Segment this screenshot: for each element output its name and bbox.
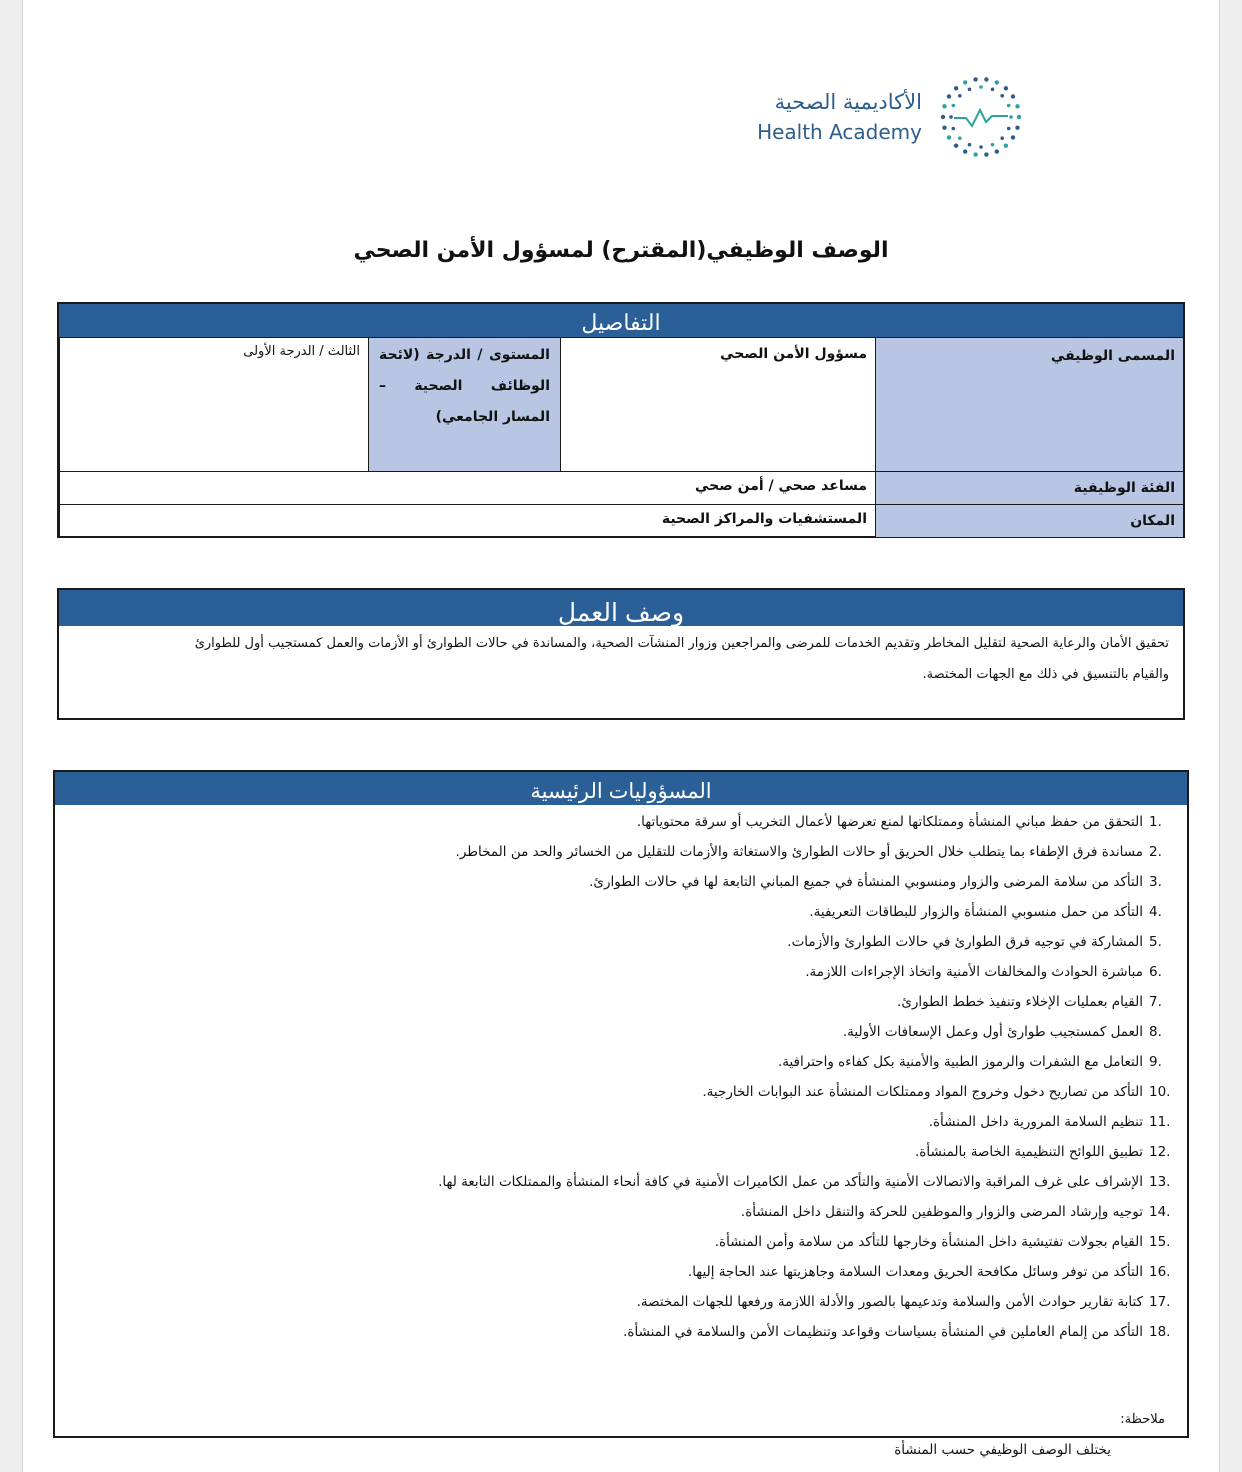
responsibility-number: 14. — [1149, 1204, 1171, 1220]
responsibility-item — [55, 1137, 1171, 1167]
responsibility-text: التأكد من سلامة المرضى والزوار ومنسوبي المنشأة في جميع المباني التابعة لها في حالات الطوارئ. — [589, 874, 1143, 890]
responsibility-text: القيام بجولات تفتيشية داخل المنشأة وخارجها للتأكد من سلامة وأمن المنشأة. — [714, 1234, 1143, 1250]
responsibility-text: مباشرة الحوادث والمخالفات الأمنية واتخاذ الإجراءات اللازمة. — [805, 964, 1143, 980]
responsibilities-section — [53, 770, 1189, 1458]
details-heading: التفاصيل — [59, 304, 1183, 337]
responsibility-item — [55, 1317, 1171, 1347]
level-value: الثالث / الدرجة الأولى — [60, 338, 369, 472]
responsibility-text: التأكد من حمل منسوبي المنشأة والزوار للبطاقات التعريفية. — [809, 904, 1143, 920]
responsibility-item — [55, 1227, 1171, 1257]
responsibility-number: 10. — [1149, 1084, 1171, 1100]
job-description-text — [59, 626, 1183, 690]
logo-arabic-name: الأكاديمية الصحية — [774, 90, 922, 114]
responsibility-item — [55, 867, 1162, 897]
responsibility-text: مساندة فرق الإطفاء بما يتطلب خلال الحريق أو حالات الطوارئ والاستغاثة والأزمات للتقليل من الخسائر والحد من المخاطر. — [455, 844, 1143, 860]
job-description-section — [57, 588, 1185, 720]
responsibility-number: 9. — [1149, 1054, 1162, 1070]
responsibility-item — [55, 927, 1162, 957]
job-title-label: المسمى الوظيفي — [876, 338, 1184, 472]
responsibility-number: 7. — [1149, 994, 1162, 1010]
job-category-label: الفئة الوظيفية — [876, 472, 1184, 505]
responsibilities-heading: المسؤوليات الرئيسية — [55, 772, 1187, 805]
responsibility-number: 3. — [1149, 874, 1162, 890]
job-description-line-2: والقيام بالتنسيق في ذلك مع الجهات المختصة. — [922, 667, 1169, 682]
responsibility-text: القيام بعمليات الإخلاء وتنفيذ خطط الطوارئ. — [897, 994, 1143, 1010]
job-category-value: مساعد صحي / أمن صحي — [60, 472, 876, 505]
details-table — [59, 337, 1184, 538]
level-label: المستوى / الدرجة (لائحة الوظائف الصحية – المسار الجامعي) — [369, 338, 561, 472]
responsibility-number: 18. — [1149, 1324, 1171, 1340]
details-section — [57, 302, 1185, 538]
academy-emblem-icon — [936, 70, 1026, 165]
responsibility-number: 12. — [1149, 1144, 1171, 1160]
responsibility-text: التأكد من تصاريح دخول وخروج المواد وممتلكات المنشأة عند البوابات الخارجية. — [702, 1084, 1143, 1100]
logo-english-name: Health Academy — [757, 120, 922, 144]
responsibility-item — [55, 837, 1162, 867]
responsibility-item — [55, 1167, 1171, 1197]
responsibility-number: 5. — [1149, 934, 1162, 950]
responsibility-text: التأكد من توفر وسائل مكافحة الحريق ومعدات السلامة وجاهزيتها عند الحاجة إليها. — [687, 1264, 1143, 1280]
responsibility-item — [55, 987, 1162, 1017]
job-title-value: مسؤول الأمن الصحي — [561, 338, 876, 472]
responsibility-number: 15. — [1149, 1234, 1171, 1250]
responsibility-item — [55, 1017, 1162, 1047]
responsibility-number: 17. — [1149, 1294, 1171, 1310]
responsibility-number: 8. — [1149, 1024, 1162, 1040]
responsibility-number: 4. — [1149, 904, 1162, 920]
health-academy-logo — [741, 70, 1026, 165]
responsibility-text: العمل كمستجيب طوارئ أول وعمل الإسعافات الأولية. — [842, 1024, 1143, 1040]
responsibility-text: كتابة تقارير حوادث الأمن والسلامة وتدعيمها بالصور والأدلة اللازمة ورفعها للجهات المختصة. — [636, 1294, 1143, 1310]
location-label: المكان — [876, 505, 1184, 538]
document-title: الوصف الوظيفي(المقترح) لمسؤول الأمن الصحي — [353, 238, 889, 263]
responsibility-number: 13. — [1149, 1174, 1171, 1190]
responsibility-item — [55, 1287, 1171, 1317]
responsibility-item — [55, 1047, 1162, 1077]
responsibility-item — [55, 957, 1162, 987]
job-description-heading: وصف العمل — [59, 590, 1183, 626]
responsibility-number: 6. — [1149, 964, 1162, 980]
responsibility-item — [55, 807, 1162, 837]
responsibility-item — [55, 1077, 1171, 1107]
job-description-line-1: تحقيق الأمان والرعاية الصحية لتقليل المخاطر وتقديم الخدمات للمرضى والمراجعين وزوار المنشآت الصحية، والمساندة في حالات الطوارئ أو الأزمات والعمل كمستجيب أول للطوارئ — [194, 636, 1169, 651]
responsibility-number: 1. — [1149, 814, 1162, 830]
document-page — [22, 0, 1220, 1472]
note-text: يختلف الوصف الوظيفي حسب المنشأة — [894, 1442, 1111, 1458]
responsibility-item — [55, 897, 1162, 927]
responsibility-number: 16. — [1149, 1264, 1171, 1280]
location-value: المستشفيات والمراكز الصحية — [60, 505, 876, 538]
responsibility-number: 11. — [1149, 1114, 1171, 1130]
note-label: ملاحظة: — [1120, 1412, 1165, 1427]
responsibility-text: التحقق من حفظ مباني المنشأة وممتلكاتها لمنع تعرضها لأعمال التخريب أو سرقة محتوياتها. — [636, 814, 1143, 830]
responsibility-item — [55, 1197, 1171, 1227]
responsibilities-list — [55, 805, 1187, 1347]
responsibility-text: الإشراف على غرف المراقبة والاتصالات الأمنية والتأكد من عمل الكاميرات الأمنية في كافة أنحاء المنشأة والممتلكات التابعة لها. — [438, 1174, 1143, 1190]
responsibility-text: توجيه وإرشاد المرضى والزوار والموظفين للحركة والتنقل داخل المنشأة. — [740, 1204, 1143, 1220]
responsibility-text: تطبيق اللوائح التنظيمية الخاصة بالمنشأة. — [915, 1144, 1143, 1160]
responsibility-text: التعامل مع الشفرات والرموز الطبية والأمنية بكل كفاءه واحترافية. — [777, 1054, 1143, 1070]
responsibility-number: 2. — [1149, 844, 1162, 860]
responsibility-item — [55, 1257, 1171, 1287]
responsibility-text: المشاركة في توجيه فرق الطوارئ في حالات الطوارئ والأزمات. — [787, 934, 1143, 950]
responsibility-text: التأكد من إلمام العاملين في المنشأة بسياسات وقواعد وتنظيمات الأمن والسلامة في المنشأة. — [623, 1324, 1143, 1340]
responsibility-item — [55, 1107, 1171, 1137]
responsibility-text: تنظيم السلامة المرورية داخل المنشأة. — [928, 1114, 1143, 1130]
